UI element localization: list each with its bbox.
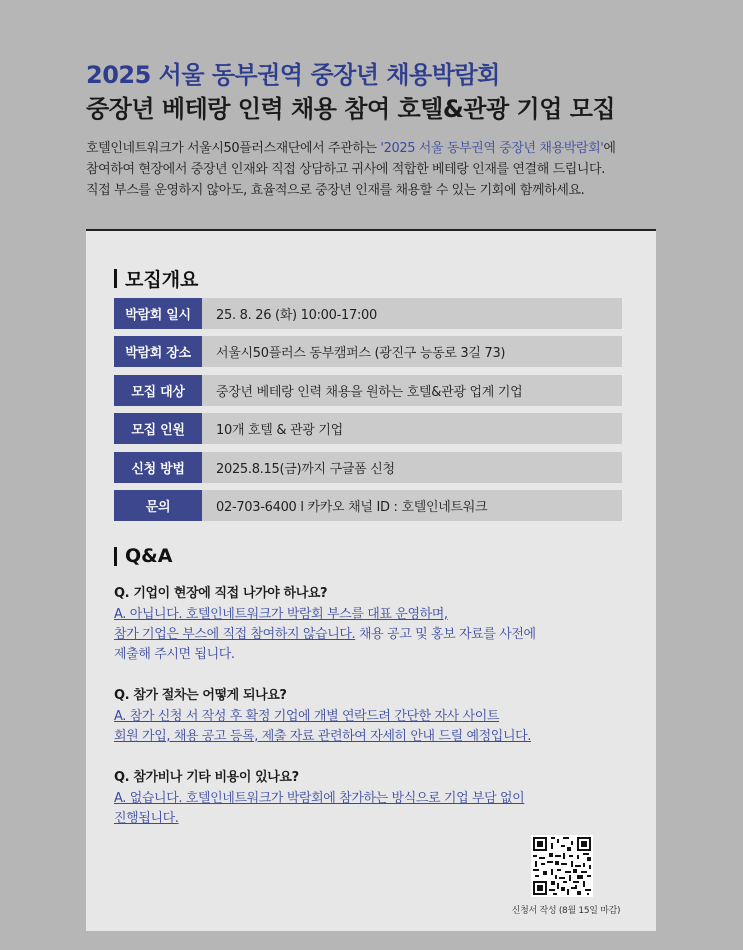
row-value: 서울시50플러스 동부캠퍼스 (광진구 능동로 3길 73) [216,346,506,362]
page-title: 2025 서울 동부권역 중장년 채용박람회 [86,61,500,89]
row-label: 모집 인원 [114,413,202,444]
answer-line: 제출해 주시면 됩니다. [114,647,235,662]
qa-item-3 [114,768,634,829]
row-value: 02-703-6400 l 카카오 채널 ID : 호텔인네트워크 [216,499,488,515]
overview-heading [114,265,198,292]
qa-item-2 [114,686,634,747]
qr-code-icon[interactable] [531,835,593,897]
overview-table [114,298,622,528]
question: Q. 참가 절차는 어떻게 되나요? [114,688,287,703]
intro-highlight: '2025 서울 동부권역 중장년 채용박람회' [380,141,604,156]
row-label: 박람회 장소 [114,336,202,367]
heading-bar [114,269,117,288]
answer-text: A. 없습니다. 호텔인네트워크가 박람회에 참가하는 방식으로 기업 부담 없이 [114,791,525,806]
overview-row [114,490,622,521]
row-value: 중장년 베테랑 인력 채용을 원하는 호텔&관광 업계 기업 [216,384,523,400]
overview-row [114,336,622,367]
qa-item-1 [114,584,634,665]
overview-row [114,452,622,483]
answer-line [114,707,634,727]
answer-text: A. 아닙니다. 호텔인네트워크가 박람회 부스를 대표 운영하며, [114,607,448,622]
row-label: 문의 [114,490,202,521]
overview-heading-text: 모집개요 [125,269,199,291]
intro-line-3: 직접 부스를 운영하지 않아도, 효율적으로 중장년 인재를 채용할 수 있는 기회에 함께하세요. [86,183,585,198]
header [86,58,726,126]
intro-line-1-suffix: 에 [603,141,616,156]
intro-text [86,138,726,201]
row-value: 2025.8.15(금)까지 구글폼 신청 [216,461,395,477]
answer-line [114,727,634,747]
answer-text: A. 참가 신청 서 작성 후 확정 기업에 개별 연락드려 간단한 자사 사이트 [114,709,500,724]
page-subtitle: 중장년 베테랑 인력 채용 참여 호텔&관광 기업 모집 [86,95,616,123]
intro-line-2: 참여하여 현장에서 중장년 인재와 직접 상담하고 귀사에 적합한 베테랑 인재를 연결해 드립니다. [86,162,605,177]
question: Q. 기업이 현장에 직접 나가야 하나요? [114,586,328,601]
answer-text: 채용 공고 및 홍보 자료를 사전에 [355,627,536,642]
overview-row [114,413,622,444]
row-value: 10개 호텔 & 관광 기업 [216,423,343,439]
qr-caption: 신청서 작성 (8월 15일 마감) [511,906,621,916]
row-label: 박람회 일시 [114,298,202,329]
row-value: 25. 8. 26 (화) 10:00-17:00 [216,308,377,323]
heading-bar [114,547,117,566]
answer-line [114,605,634,625]
intro-line-1-prefix: 호텔인네트워크가 서울시50플러스재단에서 주관하는 [86,141,381,156]
answer-text-underlined: 참가 기업은 부스에 직접 참여하지 않습니다. [114,627,356,642]
content-panel [86,229,656,931]
row-label: 모집 대상 [114,375,202,406]
answer-line [114,809,634,829]
answer-text: 회원 가입, 채용 공고 등록, 제출 자료 관련하여 자세히 안내 드릴 예정입니다. [114,729,531,744]
answer-line [114,625,634,645]
overview-row [114,298,622,329]
overview-row [114,375,622,406]
answer-line [114,789,634,809]
intro-line-1 [86,138,726,159]
qa-heading [114,545,172,567]
qa-heading-text: Q&A [125,545,173,567]
question: Q. 참가비나 기타 비용이 있나요? [114,770,299,785]
row-label: 신청 방법 [114,452,202,483]
answer-text: 진행됩니다. [114,811,179,826]
